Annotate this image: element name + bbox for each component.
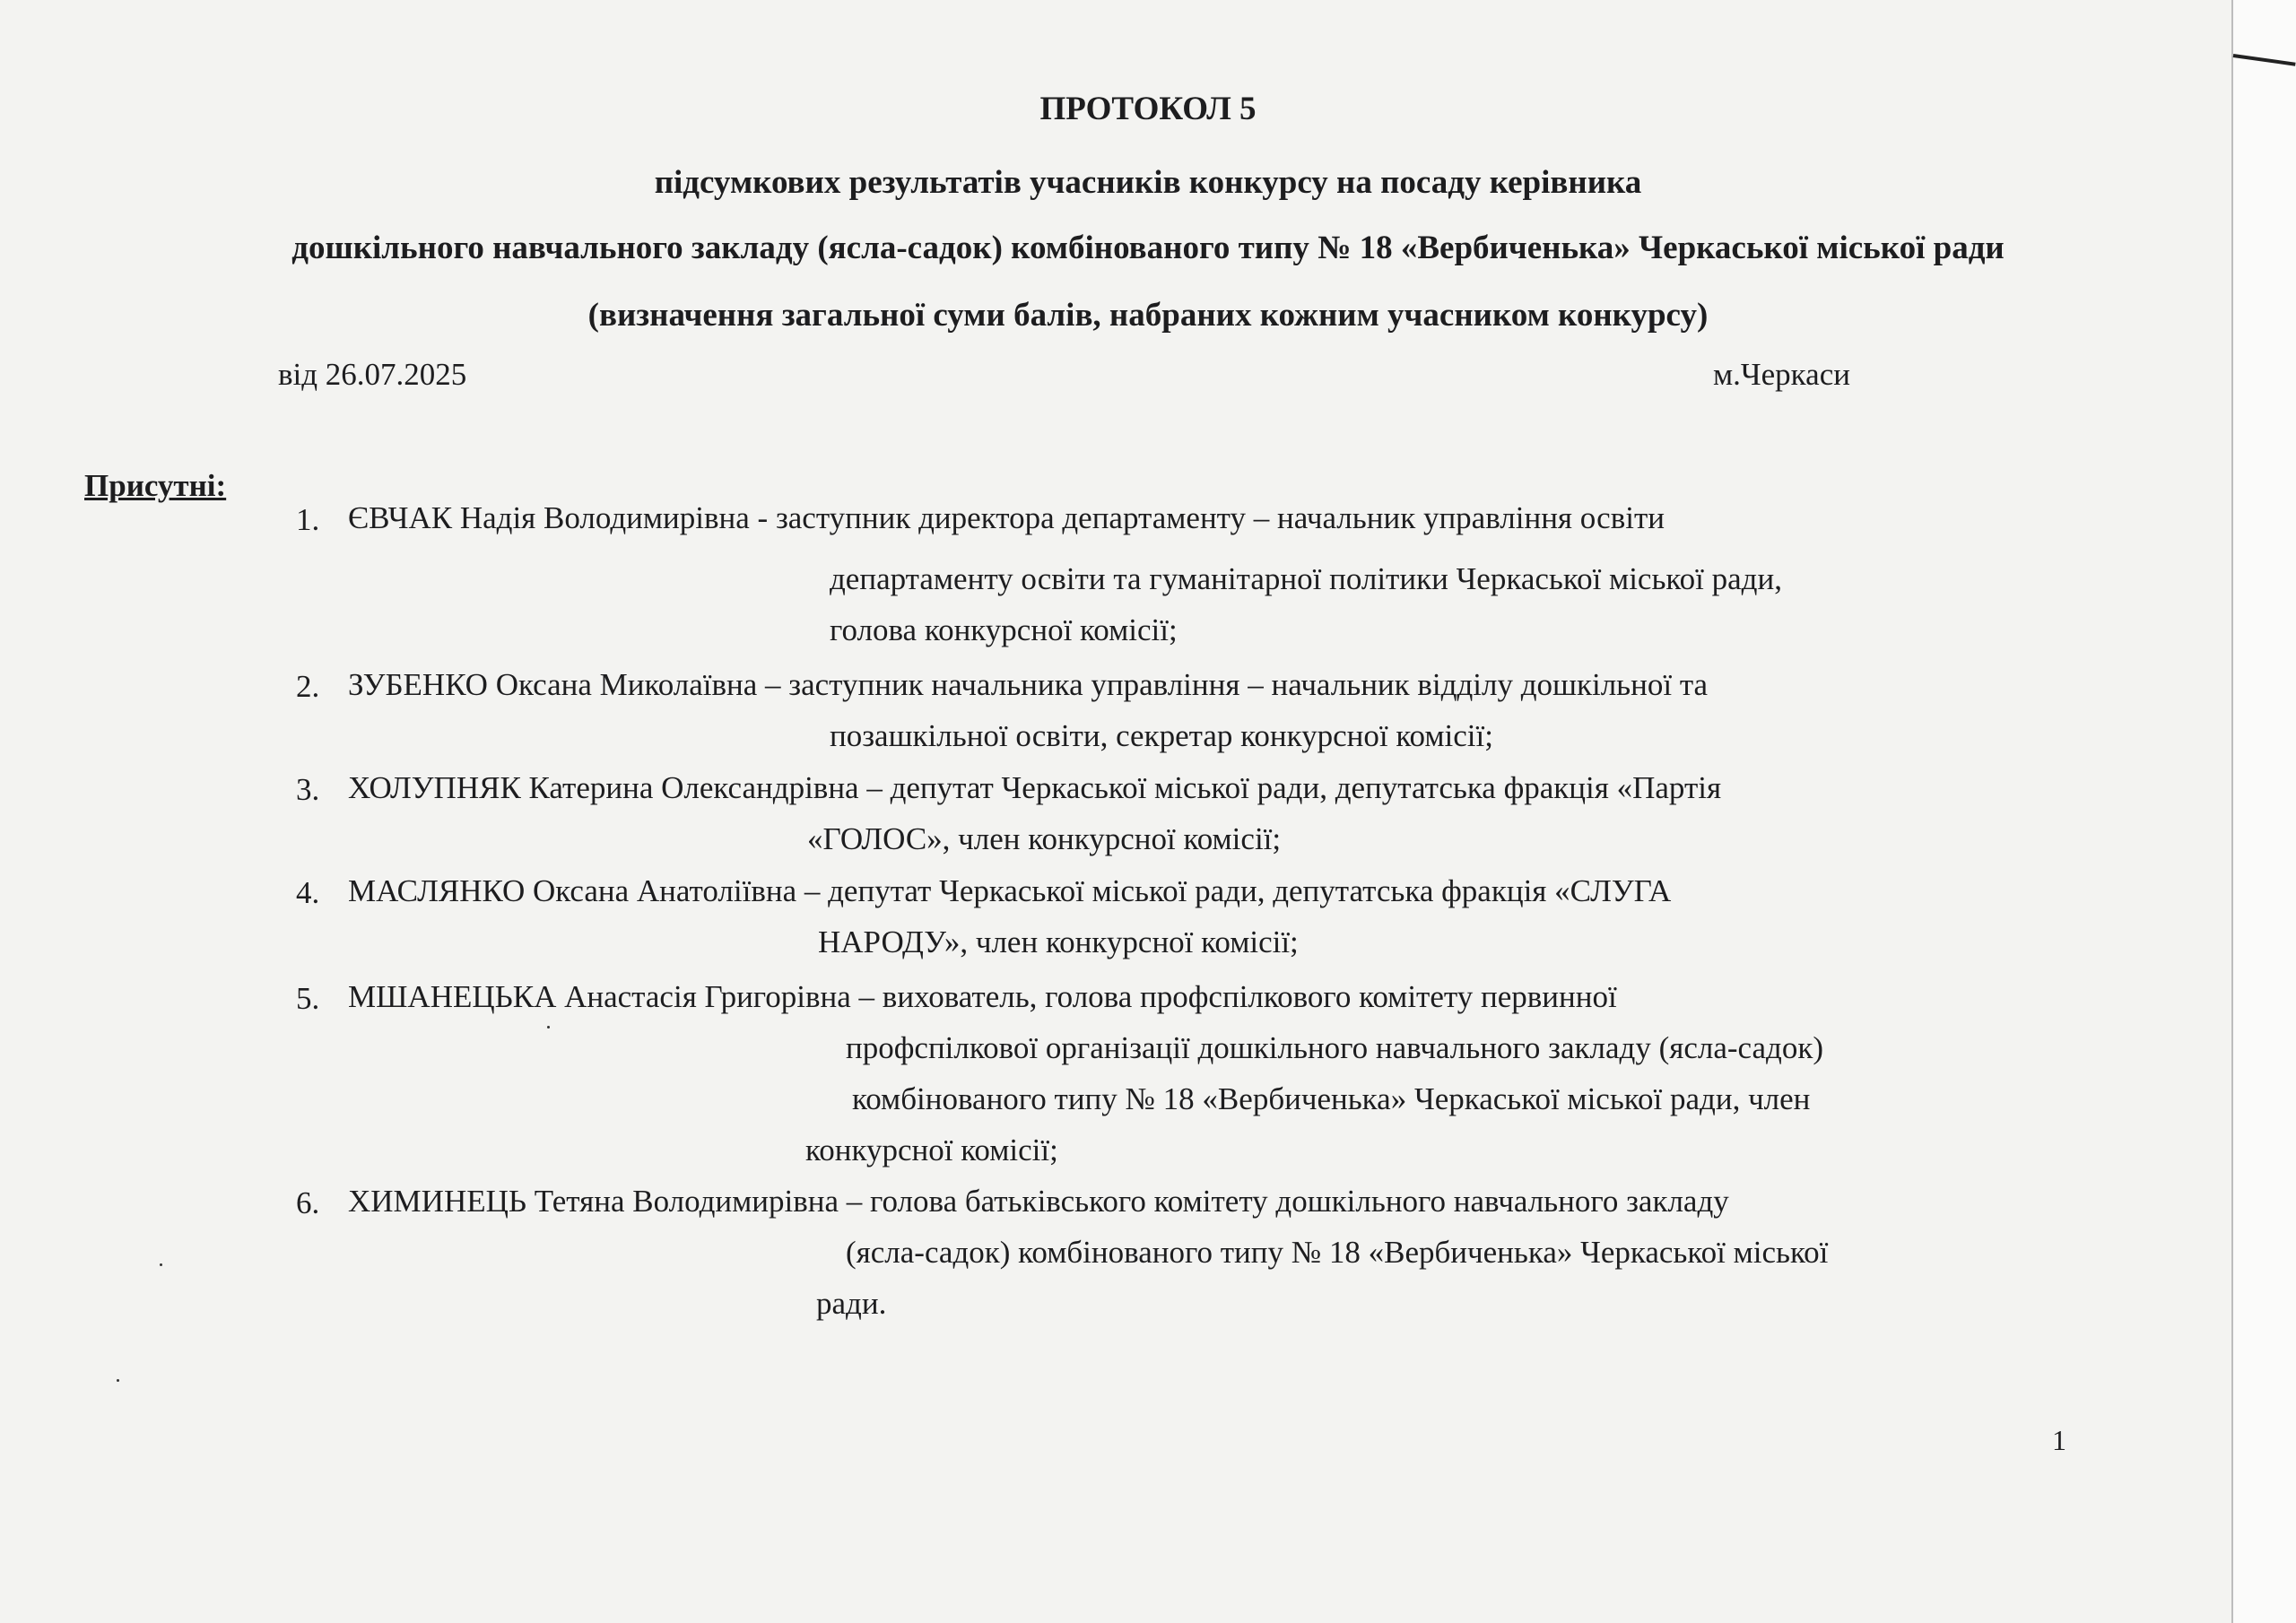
edge-mark xyxy=(2233,54,2296,66)
member-line: голова конкурсної комісії; xyxy=(830,612,1178,647)
document-city: м.Черкаси xyxy=(1713,357,1850,392)
member-line: НАРОДУ», член конкурсної комісії; xyxy=(818,924,1299,959)
member-line: ЄВЧАК Надія Володимирівна - заступник директора департаменту – начальник управління освіти xyxy=(348,500,1665,535)
member-line: позашкільної освіти, секретар конкурсної комісії; xyxy=(830,718,1493,753)
member-number: 3. xyxy=(296,772,320,807)
member-number: 5. xyxy=(296,981,320,1016)
member-line: МАСЛЯНКО Оксана Анатоліївна – депутат Черкаської міської ради, депутатська фракція «СЛУГА xyxy=(348,873,1672,908)
present-label: Присутні: xyxy=(84,468,227,503)
scan-speck xyxy=(117,1379,119,1382)
member-line: ради. xyxy=(816,1286,887,1321)
member-line: МШАНЕЦЬКА Анастасія Григорівна – вихователь, голова профспілкового комітету первинної xyxy=(348,979,1617,1014)
member-number: 6. xyxy=(296,1185,320,1220)
subtitle-line-3: (визначення загальної суми балів, набраних кожним учасником конкурсу) xyxy=(587,297,1709,334)
document-title: ПРОТОКОЛ 5 xyxy=(1039,91,1257,127)
member-number: 2. xyxy=(296,669,320,704)
scan-speck xyxy=(160,1263,162,1266)
member-number: 1. xyxy=(296,502,320,537)
member-line: «ГОЛОС», член конкурсної комісії; xyxy=(807,821,1282,856)
member-line: ЗУБЕНКО Оксана Миколаївна – заступник начальника управління – начальник відділу дошкільної та xyxy=(348,667,1709,702)
subtitle-line-1: підсумкових результатів учасників конкурсу на посаду керівника xyxy=(654,164,1642,201)
member-line: комбінованого типу № 18 «Вербиченька» Черкаської міської ради, член xyxy=(852,1081,1811,1116)
member-line: ХОЛУПНЯК Катерина Олександрівна – депутат Черкаської міської ради, депутатська фракція «Партія xyxy=(348,770,1722,805)
subtitle-line-2: дошкільного навчального закладу (ясла-садок) комбінованого типу № 18 «Вербиченька» Черкаської міської ради xyxy=(291,230,2005,266)
scan-speck xyxy=(547,1026,550,1028)
member-line: конкурсної комісії; xyxy=(805,1133,1058,1167)
member-line: (ясла-садок) комбінованого типу № 18 «Вербиченька» Черкаської міської xyxy=(846,1235,1829,1270)
member-line: ХИМИНЕЦЬ Тетяна Володимирівна – голова батьківського комітету дошкільного навчального закладу xyxy=(348,1184,1729,1219)
member-number: 4. xyxy=(296,875,320,910)
member-line: профспілкової організації дошкільного навчального закладу (ясла-садок) xyxy=(846,1030,1823,1065)
page-number: 1 xyxy=(2052,1424,2066,1456)
member-line: департаменту освіти та гуманітарної політики Черкаської міської ради, xyxy=(830,561,1782,596)
document-date: від 26.07.2025 xyxy=(278,357,467,392)
